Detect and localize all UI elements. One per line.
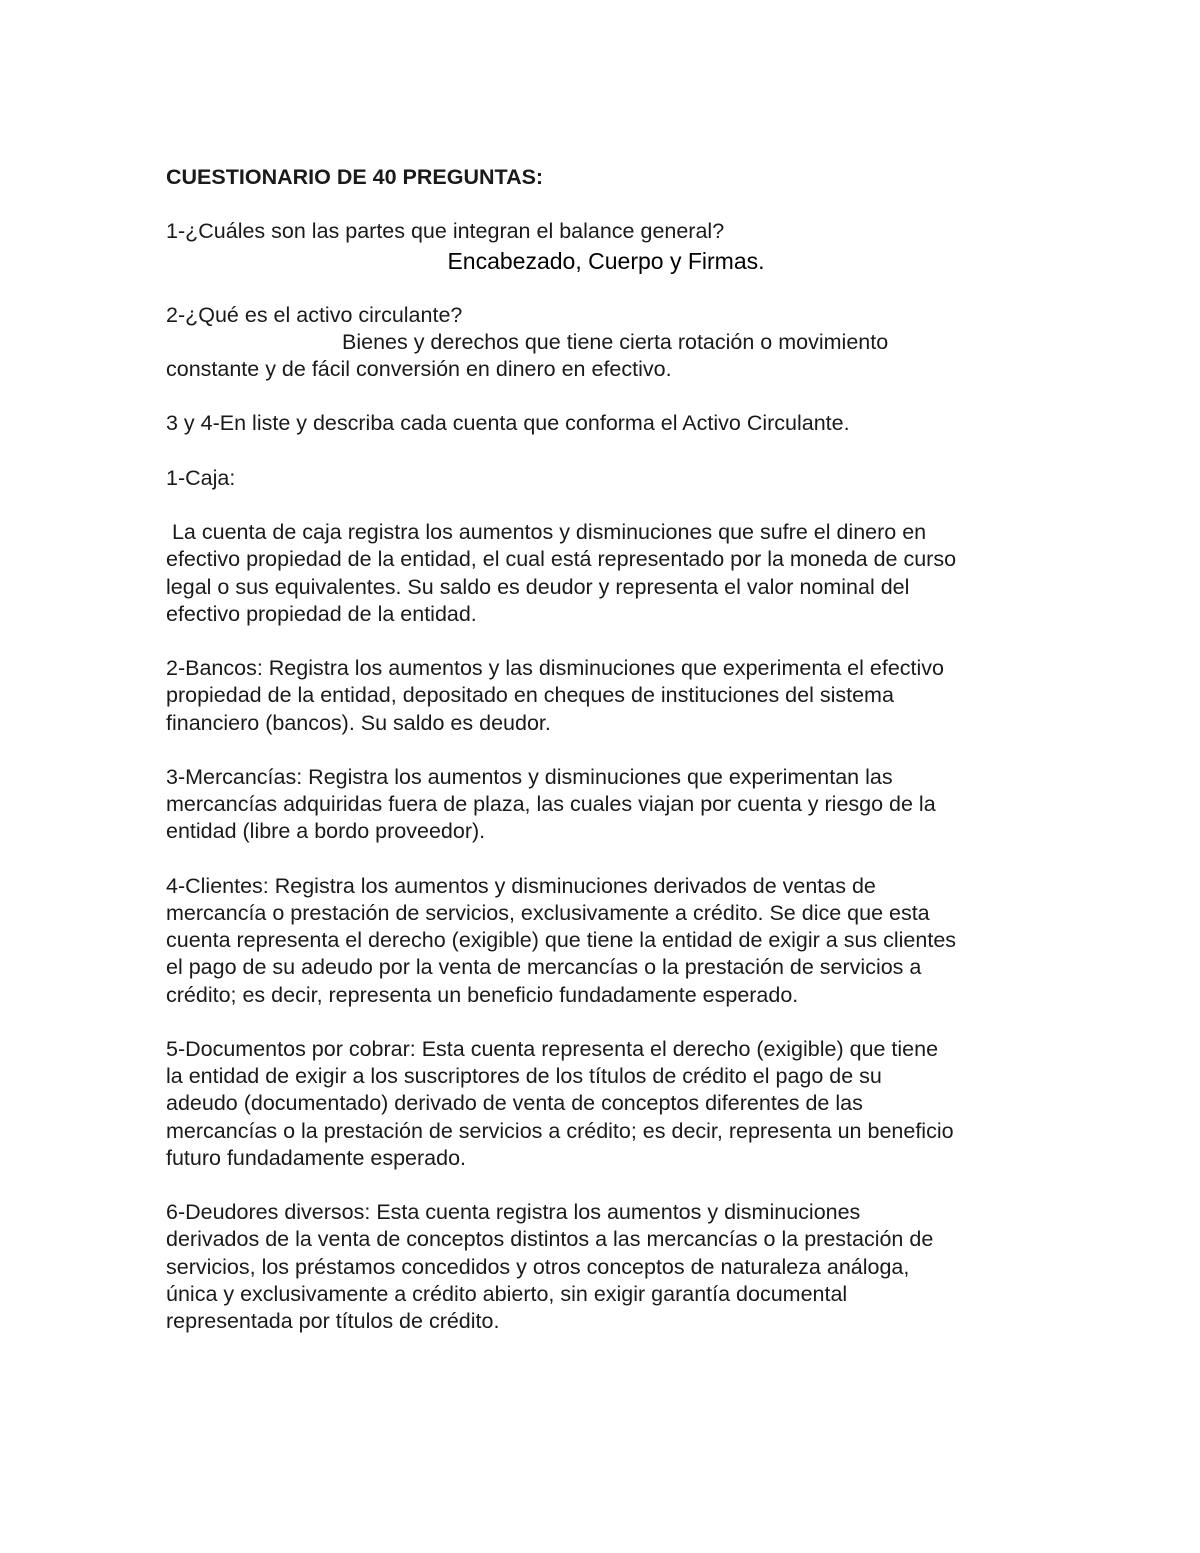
mercancias-line: 3-Mercancías: Registra los aumentos y disminuciones que experimentan las bbox=[166, 764, 893, 789]
caja-line: La cuenta de caja registra los aumentos y disminuciones que sufre el dinero en bbox=[166, 520, 927, 545]
clientes-line: cuenta representa el derecho (exigible) que tiene la entidad de exigir a sus clientes bbox=[166, 928, 957, 953]
clientes-line: mercancía o prestación de servicios, exclusivamente a crédito. Se dice que esta bbox=[166, 900, 930, 925]
spacer bbox=[166, 383, 1046, 410]
spacer bbox=[166, 1009, 1046, 1036]
documentos-line: futuro fundadamente esperado. bbox=[166, 1145, 467, 1170]
deudores-line: representada por títulos de crédito. bbox=[166, 1308, 500, 1333]
answer-1: Encabezado, Cuerpo y Firmas. bbox=[447, 247, 765, 274]
spacer bbox=[166, 846, 1046, 873]
question-2: 2-¿Qué es el activo circulante? bbox=[166, 302, 463, 327]
document-page bbox=[166, 164, 1046, 1335]
spacer bbox=[166, 737, 1046, 764]
documentos-line: mercancías o la prestación de servicios a crédito; es decir, representa un beneficio bbox=[166, 1118, 954, 1143]
caja-heading: 1-Caja: bbox=[166, 465, 236, 490]
question-3-4: 3 y 4-En liste y describa cada cuenta que conforma el Activo Circulante. bbox=[166, 411, 850, 436]
spacer bbox=[166, 492, 1046, 519]
clientes-line: 4-Clientes: Registra los aumentos y disminuciones derivados de ventas de bbox=[166, 873, 876, 898]
bancos-line: financiero (bancos). Su saldo es deudor. bbox=[166, 710, 551, 735]
answer-2-line: constante y de fácil conversión en dinero en efectivo. bbox=[166, 357, 672, 381]
caja-line: legal o sus equivalentes. Su saldo es deudor y representa el valor nominal del bbox=[166, 574, 910, 599]
documentos-line: 5-Documentos por cobrar: Esta cuenta representa el derecho (exigible) que tiene bbox=[166, 1036, 939, 1061]
clientes-line: el pago de su adeudo por la venta de mercancías o la prestación de servicios a bbox=[166, 955, 922, 980]
spacer bbox=[166, 276, 1046, 302]
deudores-line: única y exclusivamente a crédito abierto, sin exigir garantía documental bbox=[166, 1281, 848, 1306]
mercancias-line: entidad (libre a bordo proveedor). bbox=[166, 819, 486, 844]
caja-line: efectivo propiedad de la entidad, el cual está representado por la moneda de curso bbox=[166, 547, 957, 572]
spacer bbox=[166, 1172, 1046, 1199]
bancos-line: propiedad de la entidad, depositado en cheques de instituciones del sistema bbox=[166, 683, 894, 708]
question-1: 1-¿Cuáles son las partes que integran el balance general? bbox=[166, 219, 725, 244]
documentos-line: la entidad de exigir a los suscriptores de los títulos de crédito el pago de su bbox=[166, 1064, 882, 1089]
mercancias-line: mercancías adquiridas fuera de plaza, las cuales viajan por cuenta y riesgo de la bbox=[166, 792, 936, 817]
deudores-line: 6-Deudores diversos: Esta cuenta registra los aumentos y disminuciones bbox=[166, 1200, 861, 1225]
answer-2-line: Bienes y derechos que tiene cierta rotación o movimiento bbox=[342, 329, 889, 354]
caja-line: efectivo propiedad de la entidad. bbox=[166, 601, 477, 626]
spacer bbox=[166, 191, 1046, 218]
spacer bbox=[166, 438, 1046, 465]
deudores-line: servicios, los préstamos concedidos y otros conceptos de naturaleza análoga, bbox=[166, 1254, 910, 1279]
document-title: CUESTIONARIO DE 40 PREGUNTAS: bbox=[166, 165, 544, 189]
documentos-line: adeudo (documentado) derivado de venta de conceptos diferentes de las bbox=[166, 1091, 863, 1116]
clientes-line: crédito; es decir, representa un beneficio fundadamente esperado. bbox=[166, 982, 799, 1007]
spacer bbox=[166, 628, 1046, 655]
deudores-line: derivados de la venta de conceptos distintos a las mercancías o la prestación de bbox=[166, 1227, 934, 1252]
bancos-line: 2-Bancos: Registra los aumentos y las disminuciones que experimenta el efectivo bbox=[166, 656, 944, 681]
